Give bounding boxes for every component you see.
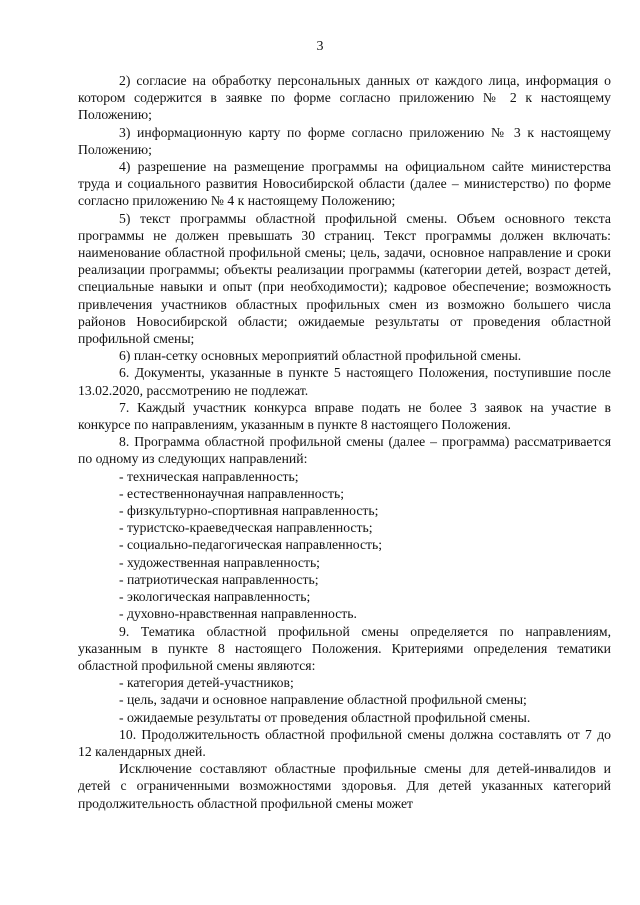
list-item: - категория детей-участников; (119, 675, 294, 691)
list-item: - патриотическая направленность; (119, 571, 319, 587)
list-item: - духовно-нравственная направленность. (119, 606, 357, 622)
paragraph: 6. Документы, указанные в пункте 5 настоящего Положения, поступившие после 13.02.2020, рассмотрению не подлежат. (78, 365, 611, 398)
page-number: 3 (316, 39, 324, 54)
paragraph: Исключение составляют областные профильные смены для детей-инвалидов и детей с ограниченными возможностями здоровья. Для детей указанных категорий продолжительность областной профильной смены может (78, 761, 611, 811)
paragraph: 6) план-сетку основных мероприятий областной профильной смены. (119, 348, 522, 364)
paragraph: 8. Программа областной профильной смены (далее – программа) рассматривается по одному из следующих направлений: (78, 434, 611, 467)
list-item: - социально-педагогическая направленность; (119, 537, 383, 553)
document-body (78, 72, 611, 812)
paragraph: 5) текст программы областной профильной смены. Объем основного текста программы не должен превышать 30 страниц. Текст программы должен включать: наименование областной профильной смены; цель, задачи, основное направление и сроки реализации программы; объекты реализации программы (категории детей, возраст детей, специальные навыки и опыт (при необходимости); кадровое обеспечение; возможность привлечения участников областных профильных смен из возможно большего числа районов Новосибирской области; ожидаемые результаты от проведения областной профильной смены; (78, 210, 611, 347)
paragraph: 4) разрешение на размещение программы на официальном сайте министерства труда и социального развития Новосибирской области (далее – министерство) по форме согласно приложению № 4 к настоящему Положению; (78, 159, 611, 209)
list-item: - естественнонаучная направленность; (119, 485, 345, 501)
paragraph: 7. Каждый участник конкурса вправе подать не более 3 заявок на участие в конкурсе по направлениям, указанным в пункте 8 настоящего Положения. (78, 399, 611, 433)
paragraph: 2) согласие на обработку персональных данных от каждого лица, информация о котором содержится в заявке по форме согласно приложению № 2 к настоящему Положению; (78, 73, 611, 123)
list-item: - цель, задачи и основное направление областной профильной смены; (119, 692, 527, 708)
list-item: - художественная направленность; (119, 554, 320, 570)
list-item: - туристско-краеведческая направленность; (119, 520, 373, 536)
list-item: - физкультурно-спортивная направленность; (119, 503, 379, 519)
paragraph: 10. Продолжительность областной профильной смены должна составлять от 7 до 12 календарных дней. (78, 726, 611, 759)
list-item: - техническая направленность; (119, 468, 299, 484)
list-item: - экологическая направленность; (119, 589, 311, 605)
paragraph: 3) информационную карту по форме согласно приложению № 3 к настоящему Положению; (78, 124, 611, 157)
paragraph: 9. Тематика областной профильной смены определяется по направлениям, указанным в пункте 8 настоящего Положения. Критериями определения тематики областной профильной смены являются: (78, 623, 611, 673)
list-item: - ожидаемые результаты от проведения областной профильной смены. (119, 709, 531, 725)
